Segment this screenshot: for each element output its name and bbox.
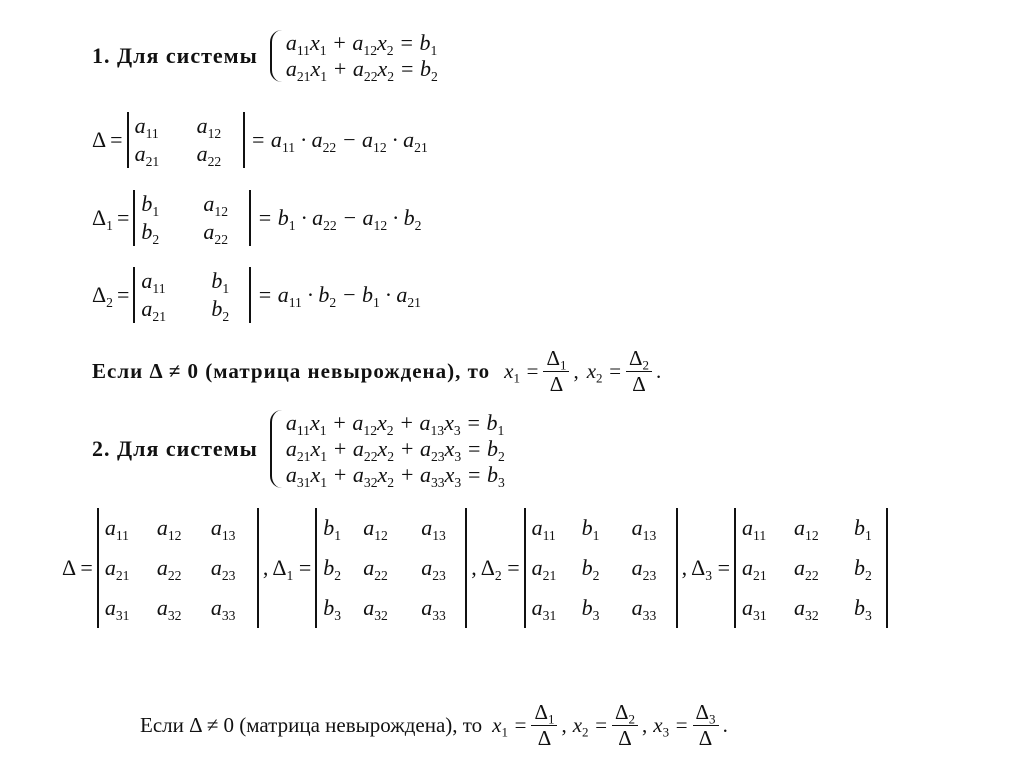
matrix-cell: $a_{11}$ [134, 113, 159, 141]
matrix-cell: $b_1$ [323, 515, 342, 543]
fraction-numerator: $\Delta_2$ [626, 346, 652, 372]
matrix-cell: $a_{22}$ [363, 555, 388, 583]
matrix-cell: $a_{12}$ [203, 191, 229, 219]
det-delta-matrix [127, 112, 245, 168]
system1-eq1: $a_{11}x_1 + a_{12}x_2 = b_1$ [285, 30, 438, 58]
matrix-cell: $b_1$ [854, 515, 872, 543]
det3-delta3-label: $\Delta_3$ = [691, 555, 731, 583]
matrix-cell: $a_{23}$ [210, 555, 236, 583]
fraction-x3 [693, 700, 719, 751]
matrix-cell: $b_3$ [854, 595, 872, 623]
matrix-cell: $a_{13}$ [421, 515, 446, 543]
condition2-x2: $x_2$ = [572, 713, 608, 740]
matrix-cell: $a_{21}$ [742, 555, 767, 583]
det-delta1: $\Delta_1$ = $b_1$ $a_{12}$ $b_2$ $a_{22}$ = $b_1 \cdot a_{22} - a_{12} \cdot b_2$ [92, 191, 422, 247]
matrix-cell: $b_2$ [211, 296, 230, 324]
period: . [656, 359, 662, 383]
det-delta2: $\Delta_2$ = $a_{11}$ $b_1$ $a_{21}$ $b_2$ = $a_{11} \cdot b_2 - b_1 \cdot a_{21}$ [92, 268, 421, 324]
system2-eq2: $a_{21}x_1 + a_{22}x_2 + a_{23}x_3 = b_2$ [285, 436, 505, 464]
separator: , [471, 555, 477, 580]
fraction-numerator: $\Delta_2$ [612, 700, 638, 726]
separator: , [561, 713, 567, 737]
matrix-cell: $b_2$ [323, 555, 342, 583]
period: . [722, 713, 728, 737]
condition1-x1: $x_1$ = [504, 359, 540, 386]
matrix-cell: $a_{32}$ [794, 595, 819, 623]
condition1-x2: $x_2$ = [586, 359, 622, 386]
matrix-cell: $a_{21}$ [141, 296, 167, 324]
matrix-cell: $a_{11}$ [742, 515, 767, 543]
det3-delta1-label: $\Delta_1$ = [272, 555, 312, 583]
fraction-x2 [626, 346, 652, 397]
matrix-cell: $a_{31}$ [742, 595, 767, 623]
det-delta1-matrix [133, 190, 251, 246]
matrix-cell: $a_{13}$ [210, 515, 236, 543]
matrix-cell: $b_1$ [141, 191, 160, 219]
det3-delta-label: Δ = [62, 555, 93, 580]
fraction-numerator: $\Delta_1$ [531, 700, 557, 726]
determinants-3x3 [62, 508, 888, 628]
fraction-numerator: $\Delta_1$ [543, 346, 569, 372]
det-delta-result: = $a_{11} \cdot a_{22} - a_{12} \cdot a_{21}$ [250, 127, 428, 155]
matrix-cell: $a_{12}$ [363, 515, 388, 543]
fraction-x1 [531, 700, 557, 751]
matrix-cell: $a_{21}$ [531, 555, 557, 583]
matrix-cell: $b_1$ [581, 515, 600, 543]
fraction-denominator: Δ [537, 726, 552, 750]
matrix-cell: $a_{32}$ [363, 595, 388, 623]
matrix-cell: $a_{33}$ [631, 595, 657, 623]
det-delta2-matrix [133, 267, 251, 323]
matrix-cell: $a_{12}$ [156, 515, 182, 543]
section1 [92, 30, 438, 82]
matrix-cell: $b_2$ [141, 219, 160, 247]
matrix-cell: $a_{13}$ [631, 515, 657, 543]
system2-eq3: $a_{31}x_1 + a_{32}x_2 + a_{33}x_3 = b_3$ [285, 462, 505, 490]
fraction-x1 [543, 346, 569, 397]
fraction-numerator: $\Delta_3$ [693, 700, 719, 726]
matrix-cell: $a_{21}$ [134, 141, 160, 169]
matrix-cell: $b_3$ [323, 595, 342, 623]
section2-system [270, 410, 505, 488]
section2-heading: 2. Для системы [92, 436, 258, 461]
matrix-cell: $a_{32}$ [156, 595, 182, 623]
det3-delta3-matrix [734, 508, 888, 628]
condition2-x3: $x_3$ = [653, 713, 689, 740]
separator: , [681, 555, 688, 580]
matrix-cell: $a_{33}$ [421, 595, 446, 623]
matrix-cell: $a_{22}$ [196, 141, 222, 169]
det-delta1-label: $\Delta_1$ [92, 205, 113, 233]
matrix-cell: $b_2$ [854, 555, 872, 583]
matrix-cell: $a_{12}$ [196, 113, 222, 141]
condition1-text: Если Δ ≠ 0 (матрица невырождена), то [92, 359, 491, 383]
det3-delta1-matrix [315, 508, 467, 628]
matrix-cell: $a_{23}$ [631, 555, 657, 583]
condition2-text: Если Δ ≠ 0 (матрица невырождена), то [140, 713, 483, 737]
matrix-cell: $b_1$ [211, 268, 230, 296]
matrix-cell: $b_3$ [581, 595, 600, 623]
matrix-cell: $a_{33}$ [210, 595, 236, 623]
condition2-x1: $x_1$ = [492, 713, 528, 740]
matrix-cell: $a_{21}$ [104, 555, 130, 583]
matrix-cell: $a_{23}$ [421, 555, 446, 583]
det-delta2-label: $\Delta_2$ [92, 282, 113, 310]
separator: , [573, 359, 579, 383]
fraction-denominator: Δ [618, 726, 632, 750]
matrix-cell: $a_{31}$ [104, 595, 130, 623]
separator: , [642, 713, 648, 737]
matrix-cell: $a_{11}$ [104, 515, 129, 543]
matrix-cell: $a_{22}$ [156, 555, 182, 583]
fraction-denominator: Δ [698, 726, 713, 750]
det-delta-label: Δ [92, 127, 107, 152]
matrix-cell: $a_{22}$ [203, 219, 229, 247]
fraction-denominator: Δ [632, 372, 646, 396]
system1-eq2: $a_{21}x_1 + a_{22}x_2 = b_2$ [285, 56, 438, 84]
section1-heading: 1. Для системы [92, 43, 258, 68]
fraction-x2 [612, 700, 638, 751]
separator: , [262, 555, 269, 580]
condition2 [140, 700, 728, 751]
fraction-denominator: Δ [549, 372, 564, 396]
matrix-cell: $b_2$ [581, 555, 600, 583]
matrix-cell: $a_{11}$ [141, 268, 166, 296]
det3-delta2-matrix [524, 508, 678, 628]
matrix-cell: $a_{12}$ [794, 515, 819, 543]
section1-system [270, 30, 438, 82]
det3-delta-matrix [97, 508, 259, 628]
det-delta2-result: = $a_{11} \cdot b_2 - b_1 \cdot a_{21}$ [257, 282, 421, 310]
det-delta: Δ = $a_{11}$ $a_{12}$ $a_{21}$ $a_{22}$ = $a_{11} \cdot a_{22} - a_{12} \cdot a_{21}$ [92, 113, 428, 169]
section2 [92, 410, 505, 488]
condition1 [92, 346, 661, 397]
system2-eq1: $a_{11}x_1 + a_{12}x_2 + a_{13}x_3 = b_1$ [285, 410, 505, 438]
matrix-cell: $a_{11}$ [531, 515, 556, 543]
det-delta1-result: = $b_1 \cdot a_{22} - a_{12} \cdot b_2$ [257, 205, 422, 233]
matrix-cell: $a_{31}$ [531, 595, 557, 623]
matrix-cell: $a_{22}$ [794, 555, 819, 583]
det3-delta2-label: $\Delta_2$ = [480, 555, 520, 583]
